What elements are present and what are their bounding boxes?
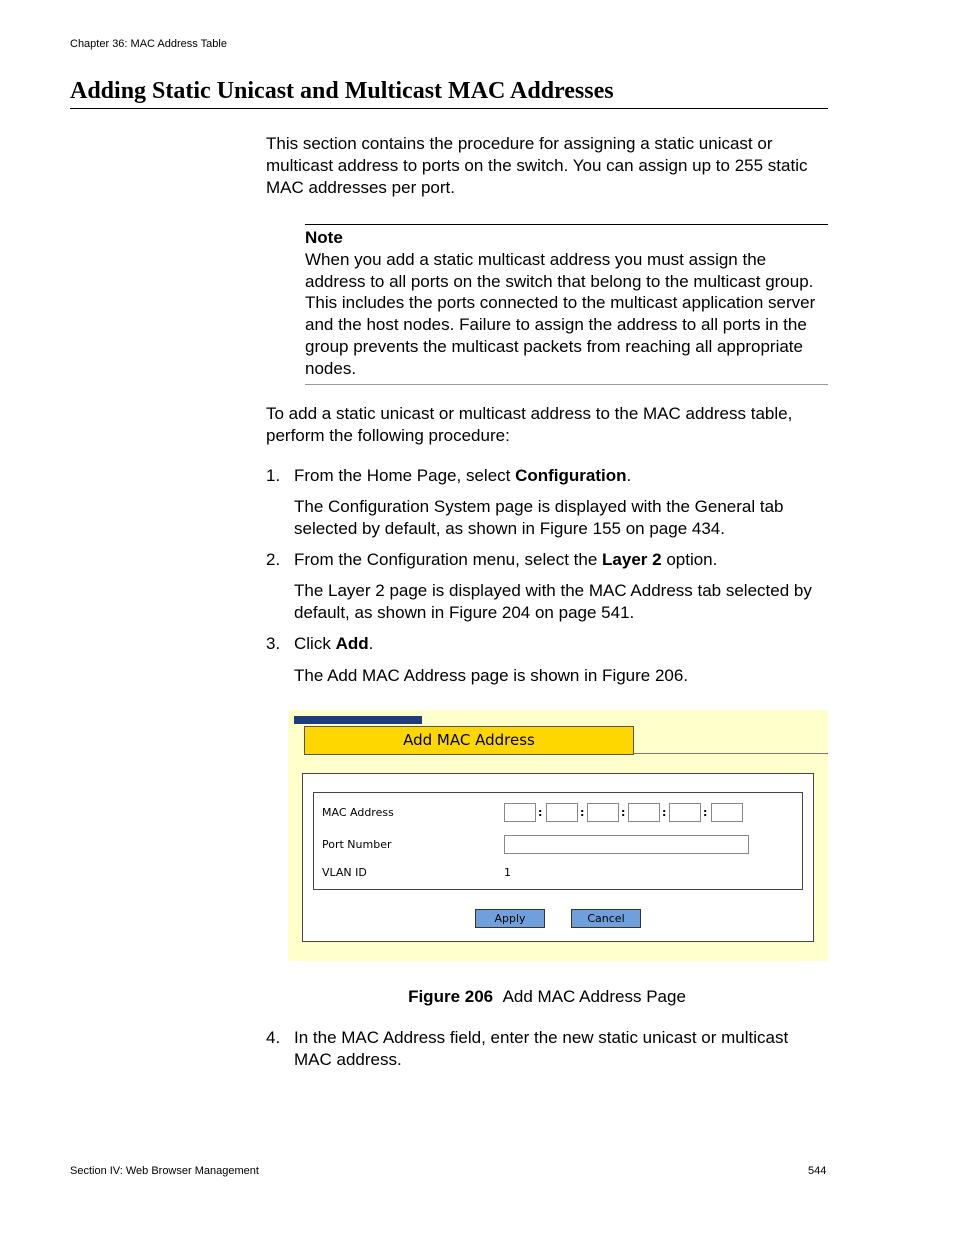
- step-text: From the Home Page, select Configuration.: [294, 466, 632, 485]
- step-2-result: The Layer 2 page is displayed with the MAC Address tab selected by default, as shown in Figure 204 on page 541.: [294, 581, 812, 622]
- mac-octet-6-input[interactable]: [711, 803, 743, 822]
- mac-separator: :: [621, 806, 626, 819]
- vlan-id-value: 1: [504, 866, 511, 879]
- step-1-result: The Configuration System page is displayed with the General tab selected by default, as shown in Figure 155 on page 434.: [294, 497, 784, 538]
- step-number: 4.: [266, 1028, 281, 1047]
- mac-octet-5-input[interactable]: [669, 803, 701, 822]
- running-footer: Section IV: Web Browser Management: [70, 1165, 259, 1177]
- mac-octet-4-input[interactable]: [628, 803, 660, 822]
- note-text: When you add a static multicast address you must assign the address to all ports on the switch that belong to the multicast group. This includes the ports connected to the multicast application server and the host nodes. Failure to assign the address to all ports in the group prevents the multicast packets from reaching all appropriate nodes.: [305, 249, 816, 378]
- tab-divider: [634, 753, 828, 754]
- step-3-result: The Add MAC Address page is shown in Figure 206.: [294, 666, 689, 685]
- mac-separator: :: [580, 806, 585, 819]
- port-number-input[interactable]: [504, 835, 749, 854]
- step-number: 1.: [266, 466, 281, 485]
- note-box: [305, 224, 828, 385]
- step-number: 3.: [266, 634, 281, 653]
- mac-separator: :: [538, 806, 543, 819]
- mac-address-label: MAC Address: [322, 806, 394, 819]
- ui-term-layer-2: Layer 2: [602, 550, 662, 569]
- section-title: Adding Static Unicast and Multicast MAC Addresses: [70, 77, 828, 109]
- port-number-label: Port Number: [322, 838, 392, 851]
- tab-strip: [294, 716, 422, 724]
- mac-octet-3-input[interactable]: [587, 803, 619, 822]
- add-mac-address-figure: [288, 710, 828, 961]
- form-panel: [302, 773, 814, 942]
- page-number: 544: [808, 1165, 827, 1177]
- apply-button[interactable]: Apply: [475, 909, 545, 928]
- mac-octet-2-input[interactable]: [546, 803, 578, 822]
- step-text: In the MAC Address field, enter the new static unicast or multicast MAC address.: [294, 1028, 789, 1069]
- step-number: 2.: [266, 550, 281, 569]
- mac-octet-1-input[interactable]: [504, 803, 536, 822]
- figure-title: Add MAC Address Page: [502, 987, 686, 1006]
- figure-caption: [0, 987, 954, 1007]
- ui-term-add: Add: [335, 634, 369, 653]
- vlan-id-label: VLAN ID: [322, 866, 367, 879]
- mac-separator: :: [703, 806, 708, 819]
- cancel-button[interactable]: Cancel: [571, 909, 641, 928]
- running-header: Chapter 36: MAC Address Table: [70, 38, 227, 50]
- procedure-intro: To add a static unicast or multicast address to the MAC address table, perform the following procedure:: [266, 404, 793, 445]
- intro-paragraph: This section contains the procedure for assigning a static unicast or multicast address to ports on the switch. You can assign up to 255 static MAC addresses per port.: [266, 134, 808, 197]
- note-label: Note: [305, 228, 343, 247]
- figure-number: Figure 206: [408, 987, 494, 1006]
- step-text: Click Add.: [294, 634, 374, 653]
- step-text: From the Configuration menu, select the Layer 2 option.: [294, 550, 718, 569]
- mac-separator: :: [662, 806, 667, 819]
- ui-term-configuration: Configuration: [515, 466, 627, 485]
- step-4: [266, 1027, 828, 1071]
- mac-form: [313, 792, 803, 890]
- tab-add-mac-address[interactable]: Add MAC Address: [304, 726, 634, 755]
